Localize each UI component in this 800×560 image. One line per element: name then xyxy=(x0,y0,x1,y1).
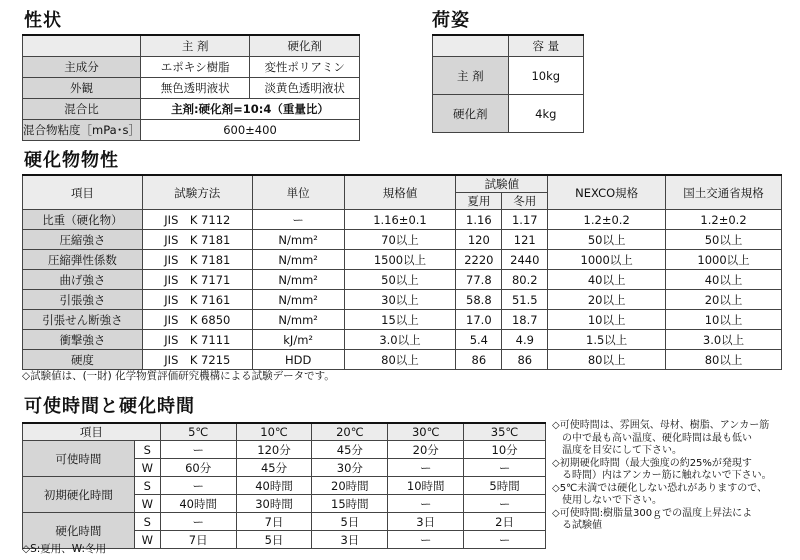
cured-cell-unit: N/mm² xyxy=(252,310,344,330)
cured-cell-winter: 18.7 xyxy=(502,310,548,330)
pot-table xyxy=(22,422,546,549)
cured-cell-nexco: 80以上 xyxy=(548,350,666,370)
props-row-main: エポキシ樹脂 xyxy=(140,57,249,78)
pot-value: 5時間 xyxy=(464,477,546,495)
cured-header-test: 試験値 xyxy=(456,175,548,193)
pot-type: W xyxy=(134,459,160,477)
pot-notes xyxy=(552,420,797,533)
props-table xyxy=(22,34,360,141)
cured-cell-method: JIS K 7112 xyxy=(142,210,252,230)
pot-header-temp: 20℃ xyxy=(312,423,388,441)
cured-cell-unit: N/mm² xyxy=(252,250,344,270)
pot-row xyxy=(23,513,546,531)
props-header-hardener: 硬化剤 xyxy=(250,35,360,57)
pot-value: 15時間 xyxy=(312,495,388,513)
cured-cell-spec: 3.0以上 xyxy=(344,330,456,350)
cured-cell-mlit: 1.2±0.2 xyxy=(666,210,782,230)
cured-cell-nexco: 20以上 xyxy=(548,290,666,310)
cured-cell-winter: 80.2 xyxy=(502,270,548,290)
cured-cell-spec: 80以上 xyxy=(344,350,456,370)
pot-value: ー xyxy=(160,477,236,495)
cured-header-mlit: 国土交通省規格 xyxy=(666,175,782,210)
cured-note: ◇試験値は、(一財) 化学物質評価研究機構による試験データです。 xyxy=(22,370,335,382)
cured-row xyxy=(23,230,782,250)
pot-type: W xyxy=(134,495,160,513)
cured-cell-unit: N/mm² xyxy=(252,290,344,310)
pot-value: 120分 xyxy=(236,441,312,459)
cured-cell-item: 曲げ強さ xyxy=(23,270,143,290)
pot-value: 20分 xyxy=(388,441,464,459)
cured-cell-summer: 120 xyxy=(456,230,502,250)
cured-cell-nexco: 1000以上 xyxy=(548,250,666,270)
cured-cell-nexco: 40以上 xyxy=(548,270,666,290)
pot-value: 3日 xyxy=(388,513,464,531)
props-row-hardener: 変性ポリアミン xyxy=(250,57,360,78)
pot-legend: ◇S:夏用、W:冬用 xyxy=(22,543,107,555)
pot-value: 30分 xyxy=(312,459,388,477)
pot-note: ◇5℃未満では硬化しない恐れがありますので、 使用しないで下さい。 xyxy=(552,482,768,506)
cured-cell-nexco: 1.2±0.2 xyxy=(548,210,666,230)
pot-header-item: 項目 xyxy=(23,423,161,441)
pot-header-temp: 5℃ xyxy=(160,423,236,441)
pot-type: S xyxy=(134,477,160,495)
pot-value: 40時間 xyxy=(160,495,236,513)
cured-cell-mlit: 50以上 xyxy=(666,230,782,250)
packing-title: 荷姿 xyxy=(432,10,470,31)
pot-value: 10分 xyxy=(464,441,546,459)
cured-row xyxy=(23,310,782,330)
cured-cell-nexco: 10以上 xyxy=(548,310,666,330)
cured-cell-spec: 50以上 xyxy=(344,270,456,290)
cured-cell-nexco: 50以上 xyxy=(548,230,666,250)
pot-note: ◇可使時間は、雰囲気、母材、樹脂、アンカー筋 の中で最も高い温度、硬化時間は最も低い 温度を目安にして下さい。 xyxy=(552,420,770,456)
cured-header-spec: 規格値 xyxy=(344,175,456,210)
cured-header-summer: 夏用 xyxy=(456,193,502,210)
cured-cell-spec: 15以上 xyxy=(344,310,456,330)
cured-cell-spec: 1.16±0.1 xyxy=(344,210,456,230)
packing-value-main: 10kg xyxy=(508,57,583,95)
cured-cell-summer: 5.4 xyxy=(456,330,502,350)
pot-value: ー xyxy=(464,531,546,549)
props-header-blank xyxy=(23,35,141,57)
cured-cell-unit: N/mm² xyxy=(252,270,344,290)
pot-value: ー xyxy=(160,441,236,459)
cured-header-unit: 単位 xyxy=(252,175,344,210)
cured-cell-mlit: 80以上 xyxy=(666,350,782,370)
pot-note: ◇可使時間:樹脂量300ｇでの温度上昇法によ る試験値 xyxy=(552,507,753,531)
cured-cell-mlit: 10以上 xyxy=(666,310,782,330)
pot-type: W xyxy=(134,531,160,549)
pot-value: ー xyxy=(160,513,236,531)
pot-row xyxy=(23,441,546,459)
props-row-label: 主成分 xyxy=(23,57,141,78)
props-mix-label: 混合比 xyxy=(23,99,141,120)
packing-label-hardener: 硬化剤 xyxy=(433,95,509,133)
cured-cell-method: JIS K 7181 xyxy=(142,250,252,270)
cured-cell-mlit: 20以上 xyxy=(666,290,782,310)
pot-value: 10時間 xyxy=(388,477,464,495)
pot-type: S xyxy=(134,441,160,459)
cured-row xyxy=(23,270,782,290)
cured-cell-nexco: 1.5以上 xyxy=(548,330,666,350)
cured-cell-spec: 70以上 xyxy=(344,230,456,250)
cured-cell-spec: 30以上 xyxy=(344,290,456,310)
cured-cell-winter: 2440 xyxy=(502,250,548,270)
pot-value: 45分 xyxy=(312,441,388,459)
pot-value: 20時間 xyxy=(312,477,388,495)
cured-cell-method: JIS K 7215 xyxy=(142,350,252,370)
cured-cell-item: 圧縮強さ xyxy=(23,230,143,250)
cured-cell-item: 引張強さ xyxy=(23,290,143,310)
pot-value: 5日 xyxy=(312,513,388,531)
cured-cell-mlit: 40以上 xyxy=(666,270,782,290)
pot-group-label: 初期硬化時間 xyxy=(23,477,135,513)
cured-cell-item: 引張せん断強さ xyxy=(23,310,143,330)
pot-header-temp: 35℃ xyxy=(464,423,546,441)
props-mix-value: 主剤:硬化剤=10:4（重量比） xyxy=(140,99,359,120)
packing-table xyxy=(432,34,584,133)
cured-cell-summer: 1.16 xyxy=(456,210,502,230)
cured-cell-item: 圧縮弾性係数 xyxy=(23,250,143,270)
pot-value: ー xyxy=(464,495,546,513)
pot-value: 40時間 xyxy=(236,477,312,495)
packing-header-capacity: 容 量 xyxy=(508,35,583,57)
pot-header-temp: 30℃ xyxy=(388,423,464,441)
cured-cell-summer: 58.8 xyxy=(456,290,502,310)
cured-cell-unit: kJ/m² xyxy=(252,330,344,350)
cured-cell-method: JIS K 6850 xyxy=(142,310,252,330)
pot-value: ー xyxy=(388,495,464,513)
cured-cell-method: JIS K 7161 xyxy=(142,290,252,310)
cured-row xyxy=(23,350,782,370)
cured-cell-method: JIS K 7111 xyxy=(142,330,252,350)
cured-cell-method: JIS K 7181 xyxy=(142,230,252,250)
pot-value: ー xyxy=(388,459,464,477)
cured-table xyxy=(22,174,782,370)
props-header-main: 主 剤 xyxy=(140,35,249,57)
cured-cell-summer: 77.8 xyxy=(456,270,502,290)
props-row-hardener: 淡黄色透明液状 xyxy=(250,78,360,99)
pot-value: 7日 xyxy=(160,531,236,549)
props-viscosity-label: 混合物粘度［mPa･s］ xyxy=(23,120,141,141)
cured-row xyxy=(23,250,782,270)
cured-cell-item: 硬度 xyxy=(23,350,143,370)
cured-cell-summer: 2220 xyxy=(456,250,502,270)
cured-cell-winter: 51.5 xyxy=(502,290,548,310)
cured-cell-item: 衝撃強さ xyxy=(23,330,143,350)
cured-row xyxy=(23,210,782,230)
pot-value: 7日 xyxy=(236,513,312,531)
cured-cell-winter: 86 xyxy=(502,350,548,370)
cured-row xyxy=(23,290,782,310)
pot-value: 30時間 xyxy=(236,495,312,513)
cured-cell-mlit: 3.0以上 xyxy=(666,330,782,350)
cured-cell-unit: ー xyxy=(252,210,344,230)
cured-row xyxy=(23,330,782,350)
cured-header-item: 項目 xyxy=(23,175,143,210)
props-title: 性状 xyxy=(24,10,62,31)
pot-group-label: 可使時間 xyxy=(23,441,135,477)
cured-header-nexco: NEXCO規格 xyxy=(548,175,666,210)
pot-title: 可使時間と硬化時間 xyxy=(24,396,195,417)
pot-group-label: 硬化時間 xyxy=(23,513,135,549)
cured-cell-unit: N/mm² xyxy=(252,230,344,250)
cured-cell-summer: 86 xyxy=(456,350,502,370)
cured-cell-method: JIS K 7171 xyxy=(142,270,252,290)
packing-label-main: 主 剤 xyxy=(433,57,509,95)
cured-cell-winter: 121 xyxy=(502,230,548,250)
pot-value: 3日 xyxy=(312,531,388,549)
pot-header-temp: 10℃ xyxy=(236,423,312,441)
cured-header-method: 試験方法 xyxy=(142,175,252,210)
props-row-main: 無色透明液状 xyxy=(140,78,249,99)
pot-value: 60分 xyxy=(160,459,236,477)
cured-title: 硬化物物性 xyxy=(24,150,119,171)
props-row-label: 外観 xyxy=(23,78,141,99)
props-viscosity-value: 600±400 xyxy=(140,120,359,141)
pot-value: ー xyxy=(388,531,464,549)
packing-header-blank xyxy=(433,35,509,57)
pot-value: 45分 xyxy=(236,459,312,477)
cured-cell-unit: HDD xyxy=(252,350,344,370)
cured-cell-spec: 1500以上 xyxy=(344,250,456,270)
cured-header-winter: 冬用 xyxy=(502,193,548,210)
pot-value: 5日 xyxy=(236,531,312,549)
pot-note: ◇初期硬化時間（最大強度の約25%が発現す る時間）内はアンカー筋に触れないで下さい。 xyxy=(552,457,772,481)
packing-value-hardener: 4kg xyxy=(508,95,583,133)
cured-cell-winter: 1.17 xyxy=(502,210,548,230)
cured-cell-item: 比重（硬化物） xyxy=(23,210,143,230)
cured-cell-summer: 17.0 xyxy=(456,310,502,330)
pot-value: ー xyxy=(464,459,546,477)
cured-cell-mlit: 1000以上 xyxy=(666,250,782,270)
pot-type: S xyxy=(134,513,160,531)
pot-row xyxy=(23,477,546,495)
pot-value: 2日 xyxy=(464,513,546,531)
cured-cell-winter: 4.9 xyxy=(502,330,548,350)
